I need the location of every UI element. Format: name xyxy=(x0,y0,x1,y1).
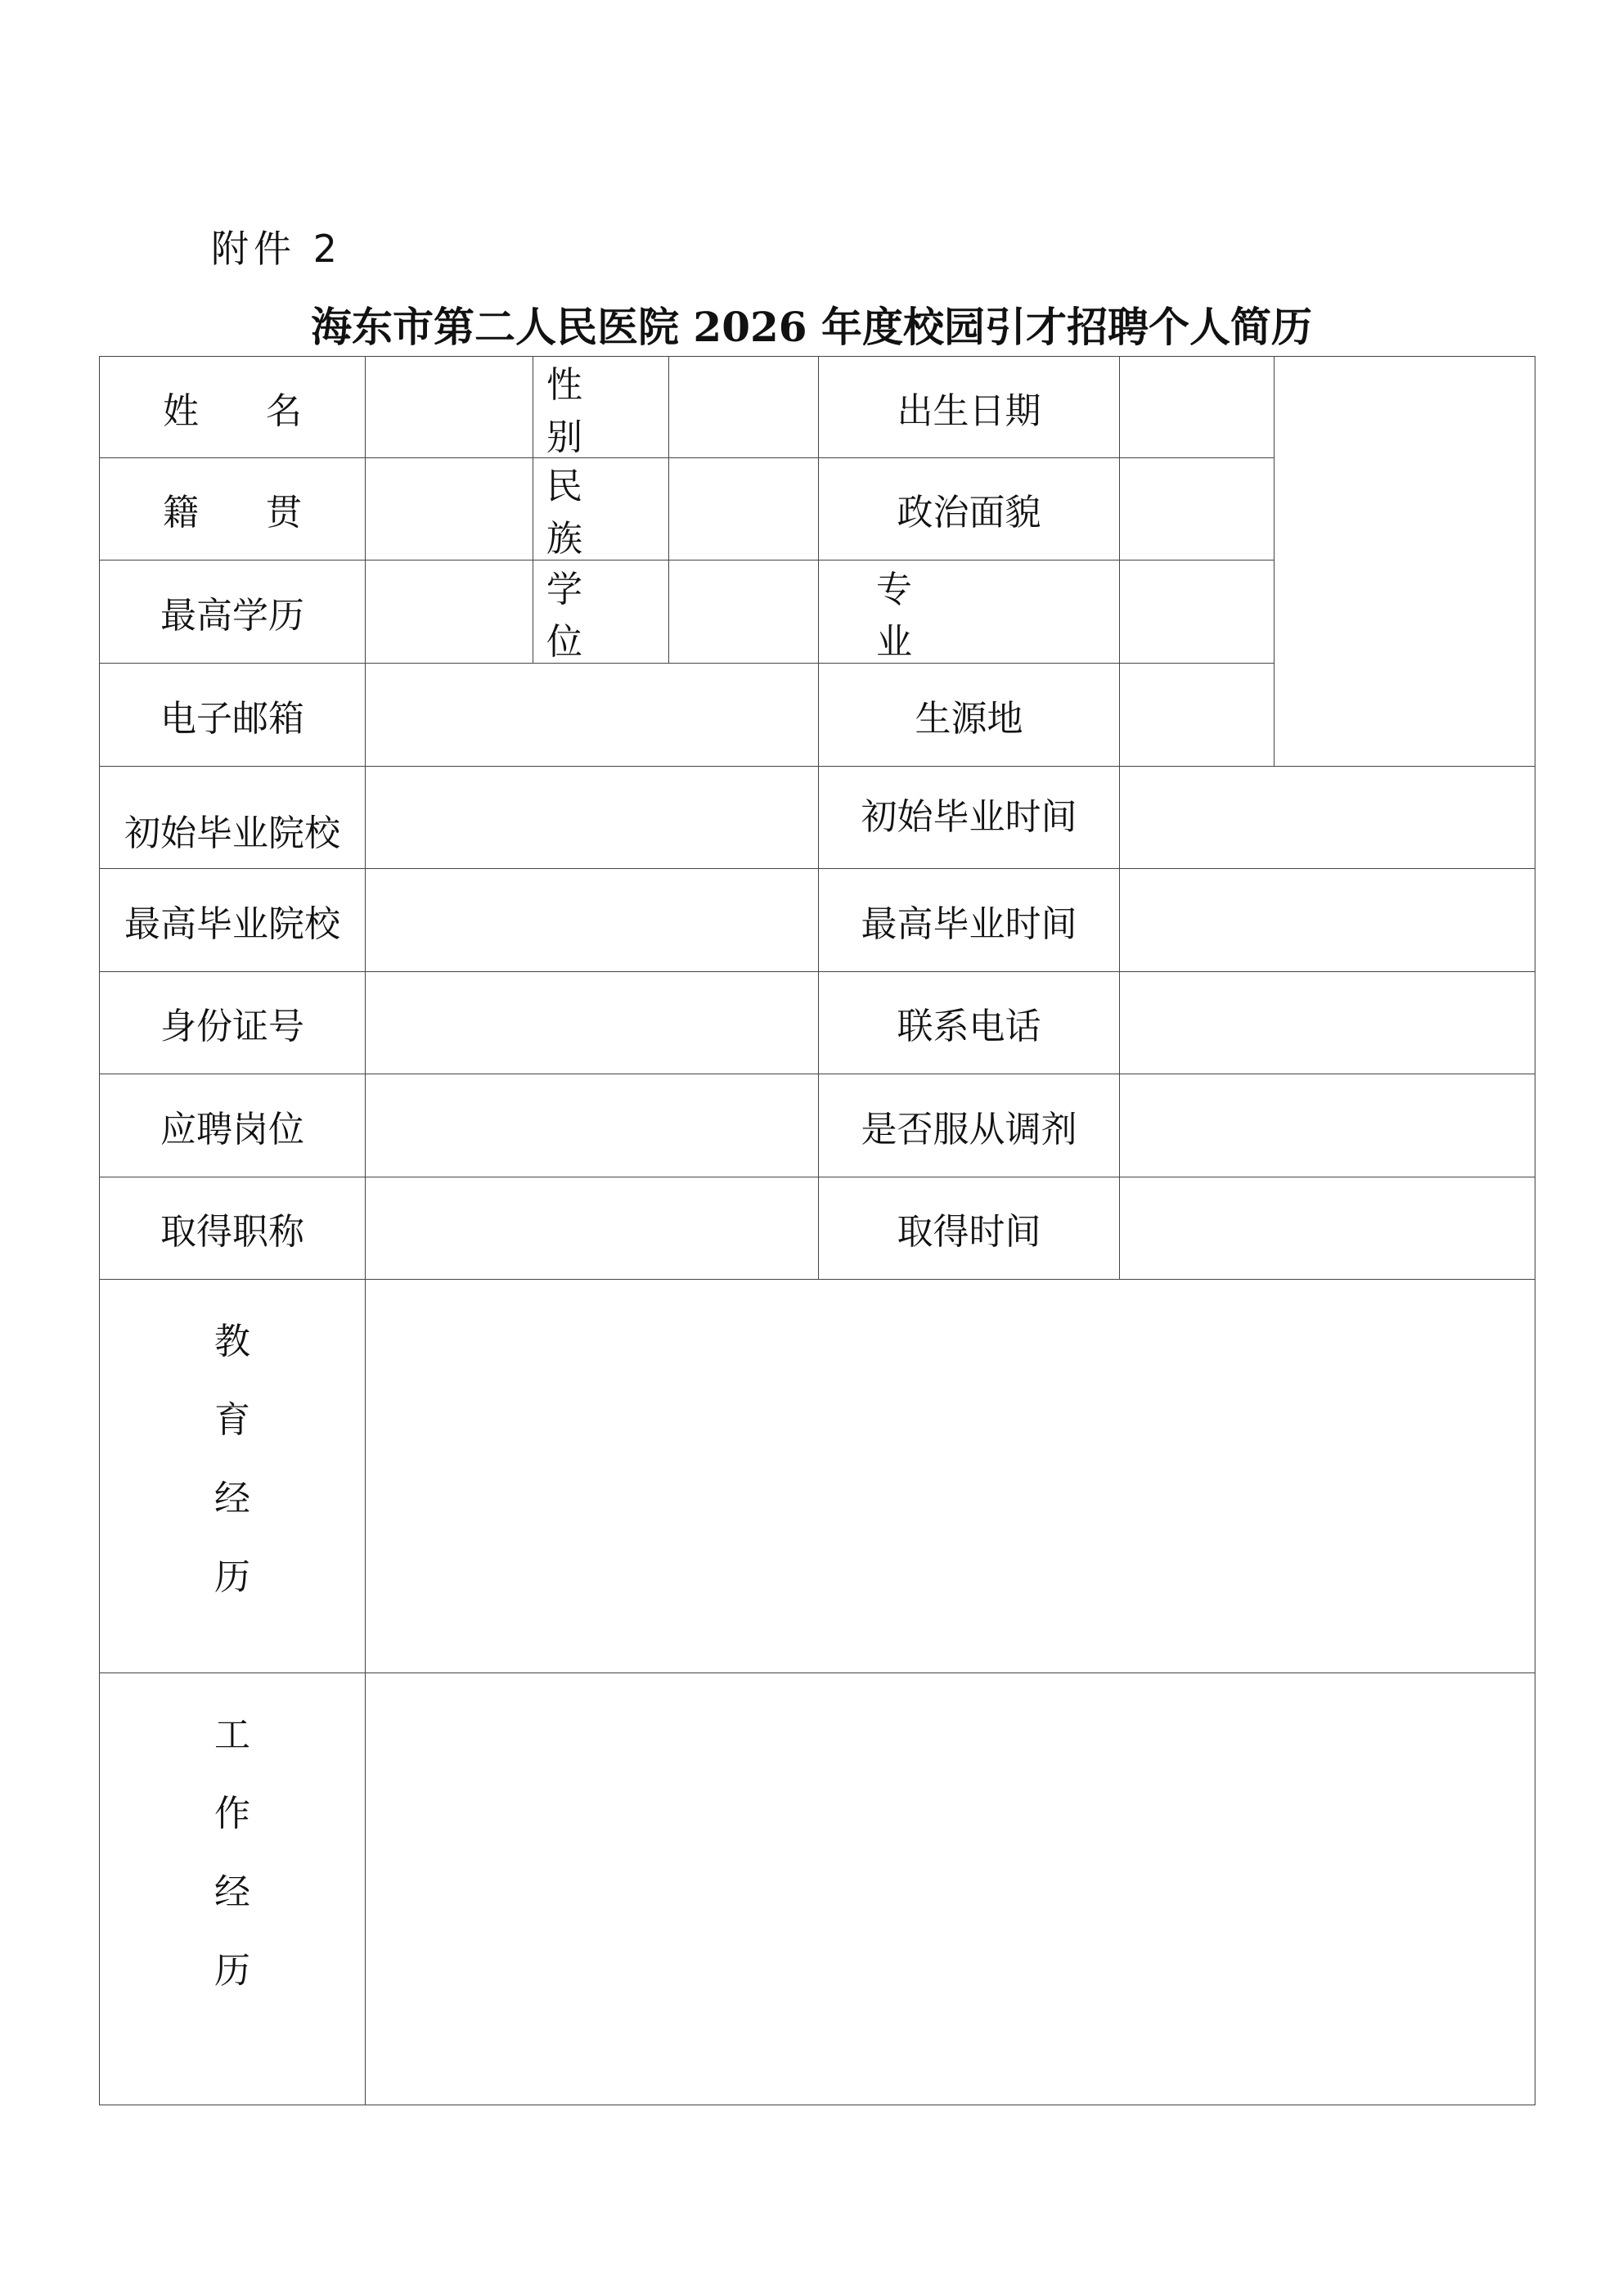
major-field[interactable] xyxy=(1119,560,1275,664)
label-origin: 生源地 xyxy=(818,663,1120,767)
education-char-1: 教 xyxy=(214,1321,250,1362)
education-char-4: 历 xyxy=(214,1556,250,1598)
education-history-field[interactable] xyxy=(365,1279,1535,1673)
work-char-1: 工 xyxy=(214,1714,250,1756)
label-email: 电子邮箱 xyxy=(99,663,366,767)
accept-adjustment-field[interactable] xyxy=(1119,1074,1535,1177)
label-gender: 性 别 xyxy=(533,356,669,458)
label-position: 应聘岗位 xyxy=(99,1074,366,1177)
work-char-2: 作 xyxy=(214,1793,250,1835)
label-initial-school: 初始毕业院校 xyxy=(99,766,366,869)
initial-grad-time-field[interactable] xyxy=(1119,766,1535,869)
position-field[interactable] xyxy=(365,1074,819,1177)
label-initial-grad-time: 初始毕业时间 xyxy=(818,766,1120,869)
label-political-status: 政治面貌 xyxy=(818,457,1120,560)
work-char-3: 经 xyxy=(214,1871,250,1913)
political-status-field[interactable] xyxy=(1119,457,1275,560)
label-highest-grad-time: 最高毕业时间 xyxy=(818,868,1120,972)
education-char-3: 经 xyxy=(214,1478,250,1519)
initial-school-field[interactable] xyxy=(365,766,819,869)
title-obtained-field[interactable] xyxy=(365,1177,819,1280)
label-highest-education: 最高学历 xyxy=(99,560,366,664)
email-field[interactable] xyxy=(365,663,819,767)
label-name: 姓 名 xyxy=(99,356,366,458)
page-title: 海东市第二人民医院 2026 年度校园引才招聘个人简历 xyxy=(311,303,1312,351)
highest-grad-time-field[interactable] xyxy=(1119,868,1535,972)
gender-field[interactable] xyxy=(668,356,819,458)
work-char-4: 历 xyxy=(214,1950,250,1992)
label-birth-date: 出生日期 xyxy=(818,356,1120,458)
label-phone: 联系电话 xyxy=(818,971,1120,1074)
ethnicity-field[interactable] xyxy=(668,457,819,560)
origin-field[interactable] xyxy=(1119,663,1275,767)
photo-area[interactable] xyxy=(1274,356,1535,767)
degree-field[interactable] xyxy=(668,560,819,664)
label-ethnicity: 民 族 xyxy=(533,457,669,560)
name-field[interactable] xyxy=(365,356,533,458)
time-obtained-field[interactable] xyxy=(1119,1177,1535,1280)
id-number-field[interactable] xyxy=(365,971,819,1074)
birth-date-field[interactable] xyxy=(1119,356,1275,458)
label-native-place: 籍 贯 xyxy=(99,457,366,560)
work-history-field[interactable] xyxy=(365,1672,1535,2105)
label-title-obtained: 取得职称 xyxy=(99,1177,366,1280)
native-place-field[interactable] xyxy=(365,457,533,560)
highest-education-field[interactable] xyxy=(365,560,533,664)
label-degree: 学 位 xyxy=(533,560,669,664)
label-id-number: 身份证号 xyxy=(99,971,366,1074)
label-time-obtained: 取得时间 xyxy=(818,1177,1120,1280)
label-work-history xyxy=(99,1672,366,2105)
label-education-history xyxy=(99,1279,366,1673)
label-highest-school: 最高毕业院校 xyxy=(99,868,366,972)
highest-school-field[interactable] xyxy=(365,868,819,972)
attachment-label: 附件 2 xyxy=(211,227,342,271)
phone-field[interactable] xyxy=(1119,971,1535,1074)
label-major: 专 业 xyxy=(818,560,1120,664)
education-char-2: 育 xyxy=(214,1399,250,1441)
resume-form xyxy=(99,356,1535,2105)
label-accept-adjustment: 是否服从调剂 xyxy=(818,1074,1120,1177)
